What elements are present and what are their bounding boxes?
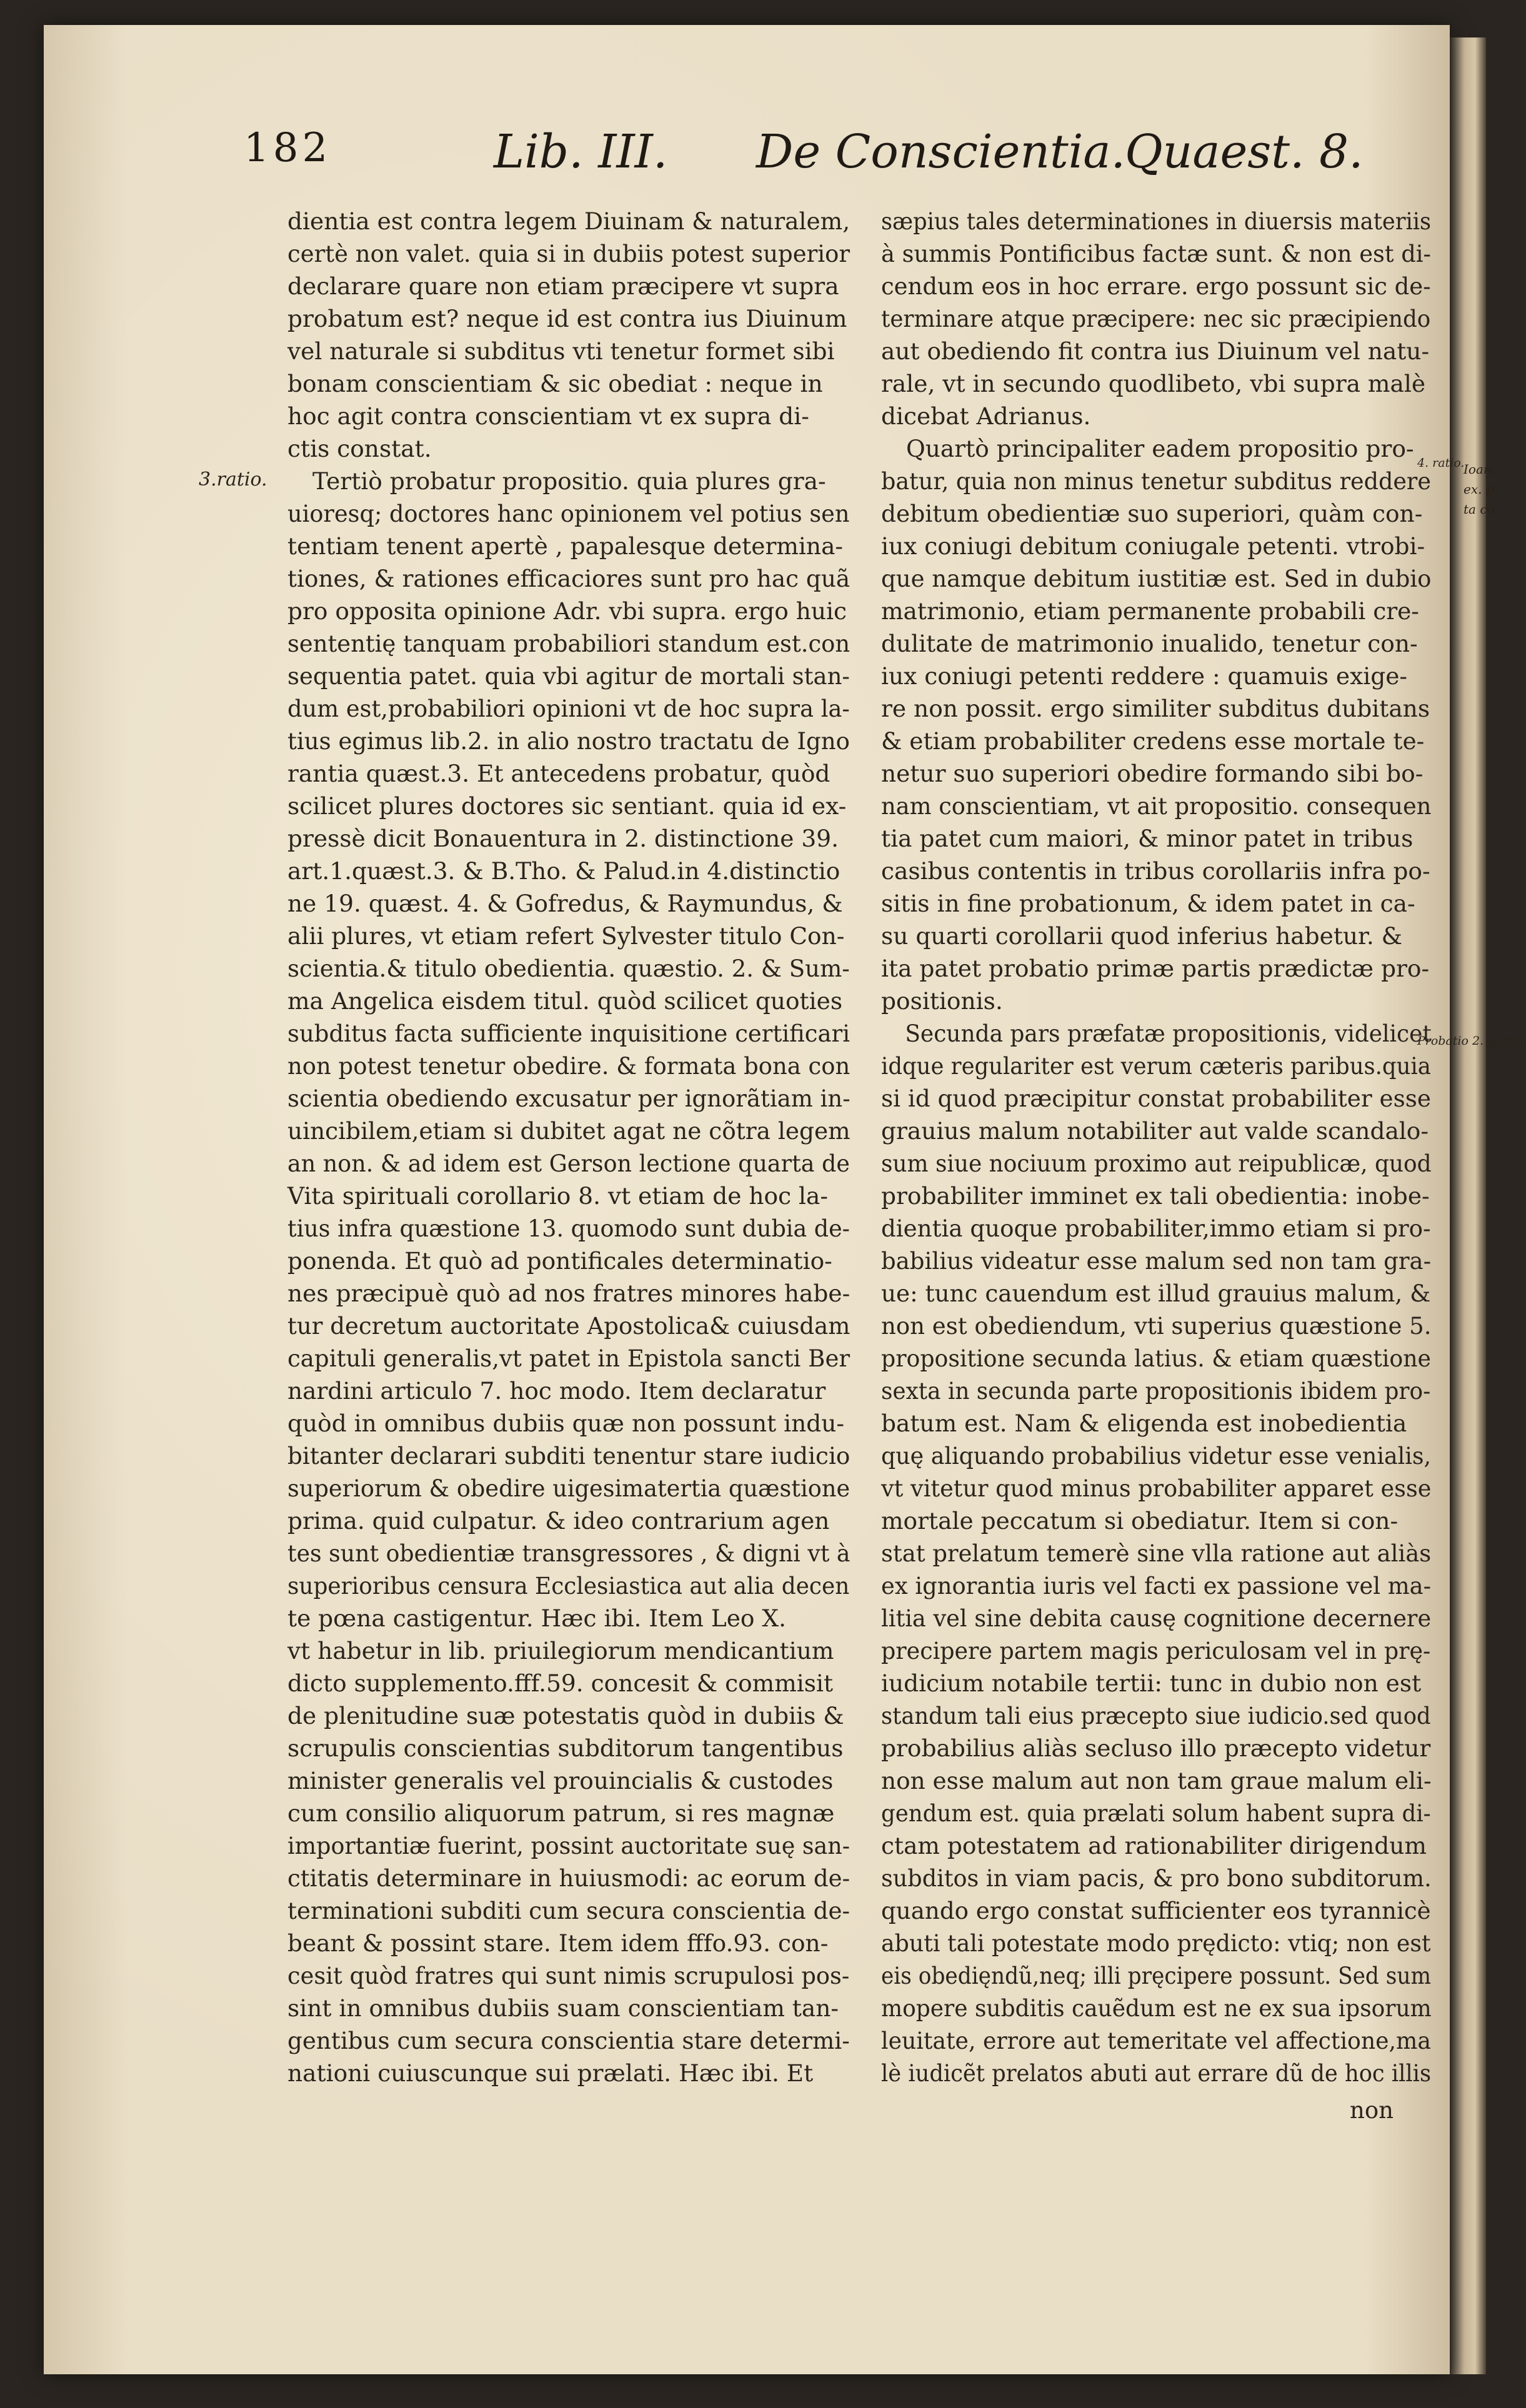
text-line: ex ignorantia iuris vel facti ex passione vel ma- [881,1572,1432,1600]
text-line: tius infra quæstione 13. quomodo sunt dubia de- [287,1215,850,1242]
text-line: casibus contentis in tribus corollariis infra po- [881,857,1430,885]
text-line: nationi cuiuscunque sui prælati. Hæc ibi. Et [287,2059,814,2087]
text-line: grauius malum notabiliter aut valde scandalo- [881,1117,1429,1145]
left-text-column [287,205,850,2089]
text-line: terminationi subditi cum secura conscientia de- [287,1897,850,1924]
text-line: idque regulariter est verum cæteris paribus.quia [881,1052,1431,1080]
text-line: non esse malum aut non tam graue malum eli- [881,1767,1432,1794]
text-line: ita patet probatio primæ partis prædictæ pro- [881,955,1430,982]
text-line: Tertiò probatur propositio. quia plures gra- [312,467,826,495]
text-line: Quartò principaliter eadem propositio pro- [906,435,1414,462]
text-line: ma Angelica eisdem titul. quòd scilicet quoties [287,987,843,1015]
text-line: si id quod præcipitur constat probabiliter esse [881,1085,1431,1112]
text-line: abuti tali potestate modo prędicto: vtiq; non est [881,1929,1431,1957]
text-line: rantia quæst.3. Et antecedens probatur, quòd [287,760,830,787]
text-line: dum est,probabiliori opinioni vt de hoc supra la- [287,695,850,722]
text-line: tentiam tenent apertè , papalesque determina- [287,532,844,560]
text-line: scientia obediendo excusatur per ignorãtiam in- [287,1085,850,1112]
text-line: vel naturale si subditus vti tenetur formet sibi [287,337,835,365]
text-line: pro opposita opinione Adr. vbi supra. ergo huic [287,597,847,625]
text-line: cesit quòd fratres qui sunt nimis scrupulosi pos- [287,1962,850,1989]
text-line: sint in omnibus dubiis suam conscientiam tan- [287,1994,839,2022]
text-line: ctis constat. [287,435,432,462]
text-line: dulitate de matrimonio inualido, tenetur con- [881,630,1418,657]
text-line: scilicet plures doctores sic sentiant. quia id ex- [287,792,847,820]
text-line: de plenitudine suæ potestatis quòd in dubiis & [287,1702,844,1729]
margin-note-right: 4. ratio. [1417,456,1465,470]
text-line: non est obediendum, vti superius quæstione 5. [881,1312,1432,1340]
text-line: standum tali eius præcepto siue iudicio.sed quod [881,1702,1431,1729]
text-line: Secunda pars præfatæ propositionis, videlicet [905,1020,1432,1047]
text-line: an non. & ad idem est Gerson lectione quarta de [287,1150,850,1177]
question-number: Quaest. 8. [1125,125,1364,179]
edge-fragment: ex. p [1464,482,1494,497]
text-line: babilius videatur esse malum sed non tam gra- [881,1247,1432,1275]
text-line: pressè dicit Bonauentura in 2. distinctione 39. [287,825,839,852]
text-line: sententię tanquam probabiliori standum est.con [287,630,850,657]
text-line: certè non valet. quia si in dubiis potest superior [287,240,850,267]
text-line: lè iudicẽt prelatos abuti aut errare dũ de hoc illis [881,2059,1432,2087]
edge-fragment: ta co [1464,502,1495,517]
text-line: bonam conscientiam & sic obediat : neque in [287,370,823,397]
text-line: mopere subditis cauẽdum est ne ex sua ipsorum [881,1994,1432,2022]
text-line: declarare quare non etiam præcipere vt supra [287,272,839,300]
text-line: tiones, & rationes efficaciores sunt pro hac quã [287,565,850,592]
text-line: uincibilem,etiam si dubitet agat ne cõtra legem [287,1117,850,1145]
text-line: alii plures, vt etiam refert Sylvester titulo Con- [287,922,845,950]
text-line: sequentia patet. quia vbi agitur de mortali stan- [287,662,850,690]
text-line: leuitate, errore aut temeritate vel affectione,ma [881,2027,1431,2054]
text-line: superioribus censura Ecclesiastica aut alia decen [287,1572,850,1600]
text-line: superiorum & obedire uigesimatertia quæstione [287,1475,850,1502]
text-line: quę aliquando probabilius videtur esse venialis, [881,1442,1432,1470]
text-line: dientia est contra legem Diuinam & naturalem, [287,207,850,235]
text-line: positionis. [881,987,1003,1015]
text-line: subditus facta sufficiente inquisitione certificari [287,1020,850,1047]
text-line: iudicium notabile tertii: tunc in dubio non est [881,1669,1422,1697]
text-line: Vita spirituali corollario 8. vt etiam de hoc la- [287,1182,829,1210]
text-line: matrimonio, etiam permanente probabili cre- [881,597,1419,625]
text-line: nardini articulo 7. hoc modo. Item declaratur [287,1377,826,1405]
text-line: sum siue nociuum proximo aut reipublicæ, quod [881,1150,1432,1177]
text-line: nam conscientiam, vt ait propositio. consequen [881,792,1432,820]
text-line: bitanter declarari subditi tenentur stare iudicio [287,1442,850,1470]
page-title: De Conscientia. [756,125,1126,179]
text-line: dientia quoque probabiliter,immo etiam si pro- [881,1215,1431,1242]
text-line: probabiliter imminet ex tali obedientia: inobe- [881,1182,1430,1210]
text-line: vt vitetur quod minus probabiliter apparet esse [881,1475,1432,1502]
text-line: gendum est. quia prælati solum habent supra di- [881,1799,1431,1827]
text-line: probatum est? neque id est contra ius Diuinum [287,305,847,332]
text-line: tia patet cum maiori, & minor patet in tribus [881,825,1414,852]
text-line: quòd in omnibus dubiis quæ non possunt indu- [287,1410,845,1437]
running-header [244,125,1364,187]
text-line: uioresq; doctores hanc opinionem vel potius sen [287,500,850,527]
text-line: gentibus cum secura conscientia stare determi- [287,2027,850,2054]
text-line: que namque debitum iustitiæ est. Sed in dubio [881,565,1432,592]
text-line: nes præcipuè quò ad nos fratres minores habe- [287,1280,850,1307]
text-line: eis obedięndũ,neq; illi pręcipere possunt. Sed sum [881,1962,1432,1989]
text-line: minister generalis vel prouincialis & custodes [287,1767,834,1794]
text-line: sæpius tales determinationes in diuersis materiis [881,207,1432,235]
text-line: scientia.& titulo obedientia. quæstio. 2. & Sum- [287,955,850,982]
text-line: ue: tunc cauendum est illud grauius malum, & [881,1280,1431,1307]
text-line: iux coniugi petenti reddere : quamuis exige- [881,662,1408,690]
text-line: hoc agit contra conscientiam vt ex supra di- [287,402,809,430]
text-line: aut obediendo fit contra ius Diuinum vel natu- [881,337,1430,365]
text-line: tur decretum auctoritate Apostolica& cuiusdam [287,1312,850,1340]
text-line: cendum eos in hoc errare. ergo possunt sic de- [881,272,1431,300]
text-line: sexta in secunda parte propositionis ibidem pro- [881,1377,1431,1405]
text-line: beant & possint stare. Item idem fffo.93. con- [287,1929,829,1957]
margin-note-right: Probatio 2. partis. [1417,1034,1526,1048]
text-line: iux coniugi debitum coniugale petenti. vtrobi- [881,532,1425,560]
text-line: litia vel sine debita causę cognitione decernere [881,1605,1432,1632]
text-line: debitum obedientiæ suo superiori, quàm con- [881,500,1423,527]
text-line: & etiam probabiliter credens esse mortale te- [881,727,1425,755]
text-line: mortale peccatum si obediatur. Item si con- [881,1507,1399,1535]
text-line: ne 19. quæst. 4. & Gofredus, & Raymundus, & [287,890,843,917]
text-line: precipere partem magis periculosam vel in prę- [881,1637,1431,1664]
text-line: sitis in fine probationum, & idem patet in ca- [881,890,1415,917]
adjacent-page-edge [1450,37,1486,2374]
text-line: tes sunt obedientiæ transgressores , & digni vt à [287,1540,850,1567]
text-line: non potest tenetur obedire. & formata bona con [287,1052,850,1080]
right-text-column [881,205,1431,2089]
text-line: su quarti corollarii quod inferius habetur. & [881,922,1403,950]
text-line: ponenda. Et quò ad pontificales determinatio- [287,1247,832,1275]
text-line: vt habetur in lib. priuilegiorum mendicantium [287,1637,834,1664]
text-line: importantiæ fuerint, possint auctoritate suę san- [287,1832,850,1859]
book-number: Lib. III. [494,125,668,179]
text-line: te pœna castigentur. Hæc ibi. Item Leo X. [287,1605,787,1632]
text-line: batum est. Nam & eligenda est inobedientia [881,1410,1407,1437]
text-line: prima. quid culpatur. & ideo contrarium agen [287,1507,830,1535]
text-line: rale, vt in secundo quodlibeto, vbi supra malè [881,370,1426,397]
text-line: propositione secunda latius. & etiam quæstione [881,1345,1431,1372]
page-number: 182 [244,125,332,171]
text-line: subditos in viam pacis, & pro bono subditorum. [881,1864,1432,1892]
margin-note-left: 3.ratio. [199,469,267,490]
text-line: dicebat Adrianus. [881,402,1091,430]
text-line: batur, quia non minus tenetur subditus reddere [881,467,1431,495]
text-line: re non possit. ergo similiter subditus dubitans [881,695,1430,722]
text-line: à summis Pontificibus factæ sunt. & non est di- [881,240,1431,267]
text-line: terminare atque præcipere: nec sic præcipiendo [881,305,1431,332]
text-line: art.1.quæst.3. & B.Tho. & Palud.in 4.distinctio [287,857,840,885]
text-line: scrupulis conscientias subditorum tangentibus [287,1734,844,1762]
text-line: netur suo superiori obedire formando sibi bo- [881,760,1424,787]
text-line: ctitatis determinare in huiusmodi: ac eorum de- [287,1864,850,1892]
text-line: ctam potestatem ad rationabiliter dirigendum [881,1832,1427,1859]
catchword: non [1350,2097,1394,2124]
edge-fragment: Ioan. [1464,462,1496,477]
text-line: dicto supplemento.fff.59. concesit & commisit [287,1669,834,1697]
text-line: tius egimus lib.2. in alio nostro tractatu de Igno [287,727,850,755]
text-line: probabilius aliàs secluso illo præcepto videtur [881,1734,1431,1762]
text-line: quando ergo constat sufficienter eos tyrannicè [881,1897,1431,1924]
text-line: capituli generalis,vt patet in Epistola sancti Ber [287,1345,850,1372]
text-line: cum consilio aliquorum patrum, si res magnæ [287,1799,835,1827]
text-line: stat prelatum temerè sine vlla ratione aut aliàs [881,1540,1432,1567]
